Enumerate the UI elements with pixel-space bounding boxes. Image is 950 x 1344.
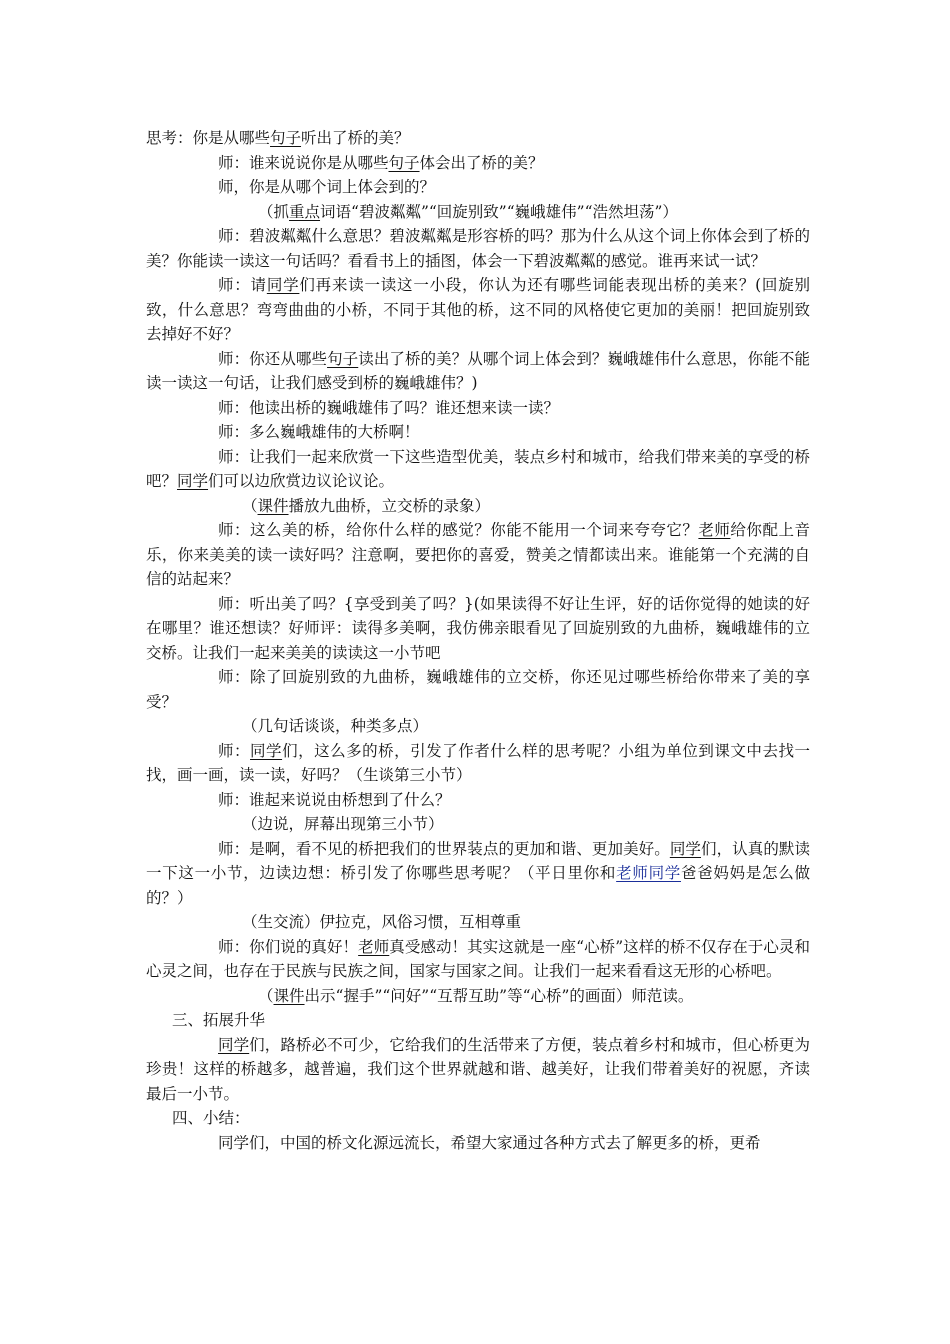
paragraph: 师：谁起来说说由桥想到了什么？	[218, 790, 451, 809]
section-heading-summary: 四、小结：	[172, 1109, 250, 1127]
paragraph: 师：他读出桥的巍峨雄伟了吗？谁还想来读一读？	[218, 398, 560, 417]
section-heading-extension: 三、拓展升华	[172, 1011, 266, 1029]
paragraph: 师：谁来说说你是从哪些句子体会出了桥的美？	[218, 153, 544, 172]
paragraph: 师：同学们，这么多的桥，引发了作者什么样的思考呢？小组为单位到课文中去找一找，画一画，读一读，好吗？（生谈第三小节）	[146, 741, 810, 784]
paragraph: 师：这么美的桥，给你什么样的感觉？你能不能用一个词来夸夸它？老师给你配上音乐，你来美美的读一读好吗？注意啊，要把你的喜爱，赞美之情都读出来。谁能第一个充满的自信的站起来？	[146, 521, 810, 588]
paragraph-note: （课件播放九曲桥，立交桥的录象）	[242, 496, 491, 515]
teacher-classmate-link[interactable]: 老师同学	[616, 864, 681, 882]
paragraph: 师：是啊，看不见的桥把我们的世界装点的更加和谐、更加美好。同学们，认真的默读一下这一小节，边读边想：桥引发了你哪些思考呢？（平日里你和老师同学爸爸妈妈是怎么做的？）	[146, 839, 810, 907]
document-body	[146, 126, 810, 1155]
paragraph: 师，你是从哪个词上体会到的？	[218, 178, 436, 196]
paragraph: 师：碧波粼粼什么意思？碧波粼粼是形容桥的吗？那为什么从这个词上你体会到了桥的美？你能读一读这一句话吗？看看书上的插图，体会一下碧波粼粼的感觉。谁再来试一试？	[146, 227, 810, 270]
paragraph: 师：听出美了吗？{享受到美了吗？}(如果读得不好让生评，好的话你觉得的她读的好在哪里？谁还想读？好师评：读得多美啊，我仿佛亲眼看见了回旋别致的九曲桥，巍峨雄伟的立交桥。让我们一起来美美的读读这一小节吧	[146, 594, 810, 662]
paragraph-note: （生交流）伊拉克，风俗习惯，互相尊重	[242, 913, 522, 931]
paragraph: 师：你还从哪些句子读出了桥的美？从哪个词上体会到？巍峨雄伟什么意思，你能不能读一读这一句话，让我们感受到桥的巍峨雄伟？)	[146, 349, 810, 392]
paragraph: 师：多么巍峨雄伟的大桥啊！	[218, 423, 420, 441]
paragraph-note: （课件出示“握手”“问好”“互帮互助”等“心桥”的画面）师范读。	[258, 986, 694, 1005]
paragraph-note: （抓重点词语“碧波粼粼”“回旋别致”“巍峨雄伟”“浩然坦荡”）	[258, 202, 678, 221]
paragraph: 师：让我们一起来欣赏一下这些造型优美，装点乡村和城市，给我们带来美的享受的桥吧？同学们可以边欣赏边议论议论。	[146, 447, 810, 490]
paragraph: 同学们，中国的桥文化源远流长，希望大家通过各种方式去了解更多的桥，更希	[218, 1133, 761, 1152]
paragraph: 同学们，路桥必不可少，它给我们的生活带来了方便，装点着乡村和城市，但心桥更为珍贵！这样的桥越多，越普遍，我们这个世界就越和谐、越美好，让我们带着美好的祝愿，齐读最后一小节。	[146, 1035, 810, 1103]
paragraph: 师：除了回旋别致的九曲桥，巍峨雄伟的立交桥，你还见过哪些桥给你带来了美的享受？	[146, 668, 810, 711]
paragraph: 师：你们说的真好！老师真受感动！其实这就是一座“心桥”这样的桥不仅存在于心灵和心灵之间，也存在于民族与民族之间，国家与国家之间。让我们一起来看看这无形的心桥吧。	[146, 937, 810, 980]
paragraph: 师：请同学们再来读一读这一小段，你认为还有哪些词能表现出桥的美来？(回旋别致，什么意思？弯弯曲曲的小桥，不同于其他的桥，这不同的风格使它更加的美丽！把回旋别致去掉好不好？	[146, 276, 810, 343]
paragraph-note: （边说，屏幕出现第三小节）	[242, 815, 444, 833]
paragraph-note: （几句话谈谈，种类多点）	[242, 717, 429, 735]
paragraph-think: 思考：你是从哪些句子听出了桥的美？	[146, 129, 410, 147]
